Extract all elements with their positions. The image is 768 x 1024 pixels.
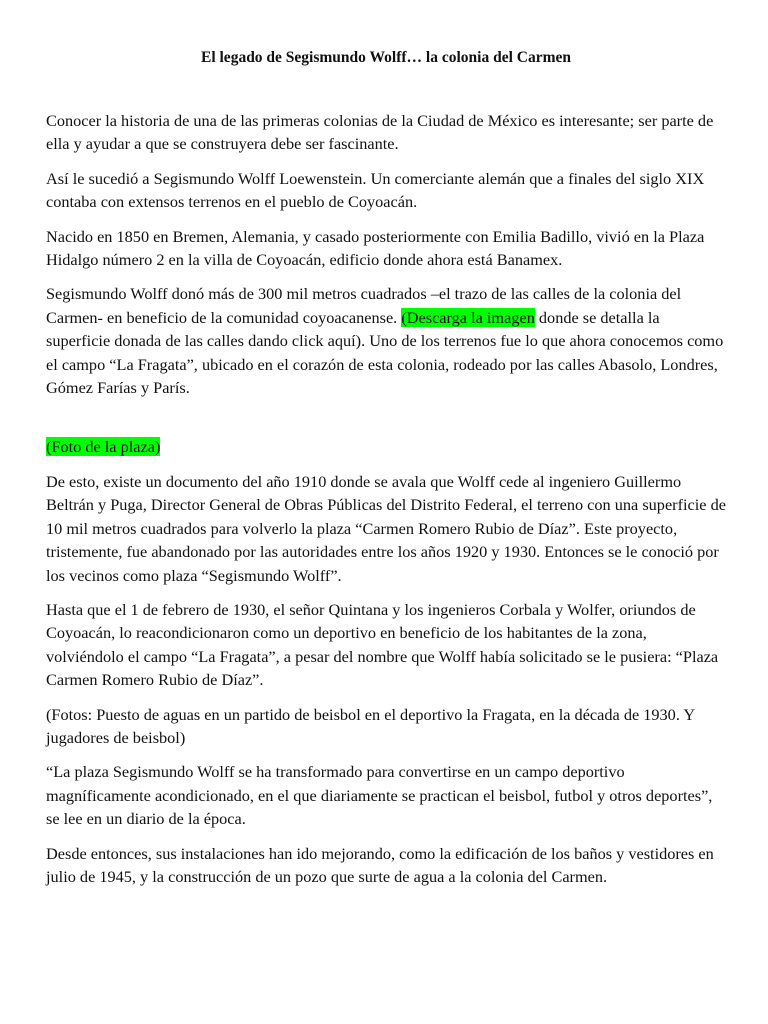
paragraph-1: Conocer la historia de una de las primeras colonias de la Ciudad de México es interesante; ser parte de ella y ayudar a que se construyera debe ser fascinante. bbox=[46, 111, 714, 154]
paragraph-4-text-after: donde se detalla la superficie donada de las calles dando click aquí). Uno de los terrenos fue lo que ahora conocemos como el campo “La Fragata”, ubicado en el corazón de esta colonia, rodeado por las calles Abasolo, Londres, Gómez Farías y París. bbox=[46, 307, 724, 398]
document-title: El legado de Segismundo Wolff… la colonia del Carmen bbox=[200, 49, 572, 66]
paragraph-4 bbox=[46, 282, 726, 399]
paragraph-8: “La plaza Segismundo Wolff se ha transformado para convertirse en un campo deportivo magníficamente acondicionado, en el que diariamente se practican el beisbol, futbol y otros deportes”, se lee en un diario de la época. bbox=[46, 762, 713, 829]
section-gap bbox=[46, 410, 726, 435]
paragraph-7: (Fotos: Puesto de aguas en un partido de beisbol en el deportivo la Fragata, en la década de 1930. Y jugadores de beisbol) bbox=[46, 704, 695, 747]
paragraph-5: De esto, existe un documento del año 1910 donde se avala que Wolff cede al ingeniero Guillermo Beltrán y Puga, Director General de Obras Públicas del Distrito Federal, el terreno con una superficie de 10 mil metros cuadrados para volverlo la plaza “Carmen Romero Rubio de Díaz”. Este proyecto, tristemente, fue abandonado por las autoridades entre los años 1920 y 1930. Entonces se le conoció por los vecinos como plaza “Segismundo Wolff”. bbox=[46, 471, 726, 585]
paragraph-4-text-before: Segismundo Wolff donó más de 300 mil metros cuadrados –el trazo de las calles de la colonia del Carmen- en beneficio de la comunidad coyoacanense. bbox=[46, 284, 682, 327]
document-page bbox=[46, 48, 726, 899]
photo-note-paragraph bbox=[46, 435, 726, 458]
paragraph-6: Hasta que el 1 de febrero de 1930, el señor Quintana y los ingenieros Corbala y Wolfer, oriundos de Coyoacán, lo reacondicionaron como un deportivo en beneficio de los habitantes de la zona, volviéndolo el campo “La Fragata”, a pesar del nombre que Wolff había solicitado se le pusiera: “Plaza Carmen Romero Rubio de Díaz”. bbox=[46, 599, 719, 690]
paragraph-3: Nacido en 1850 en Bremen, Alemania, y casado posteriormente con Emilia Badillo, vivió en la Plaza Hidalgo número 2 en la villa de Coyoacán, edificio donde ahora está Banamex. bbox=[46, 226, 705, 270]
paragraph-2: Así le sucedió a Segismundo Wolff Loewenstein. Un comerciante alemán que a finales del siglo XIX contaba con extensos terrenos en el pueblo de Coyoacán. bbox=[46, 168, 705, 212]
photo-note-highlight: (Foto de la plaza) bbox=[46, 437, 161, 457]
download-image-highlight: (Descarga la imagen bbox=[401, 307, 535, 327]
paragraph-9: Desde entonces, sus instalaciones han ido mejorando, como la edificación de los baños y vestidores en julio de 1945, y la construcción de un pozo que surte de agua a la colonia del Carmen. bbox=[46, 843, 714, 886]
